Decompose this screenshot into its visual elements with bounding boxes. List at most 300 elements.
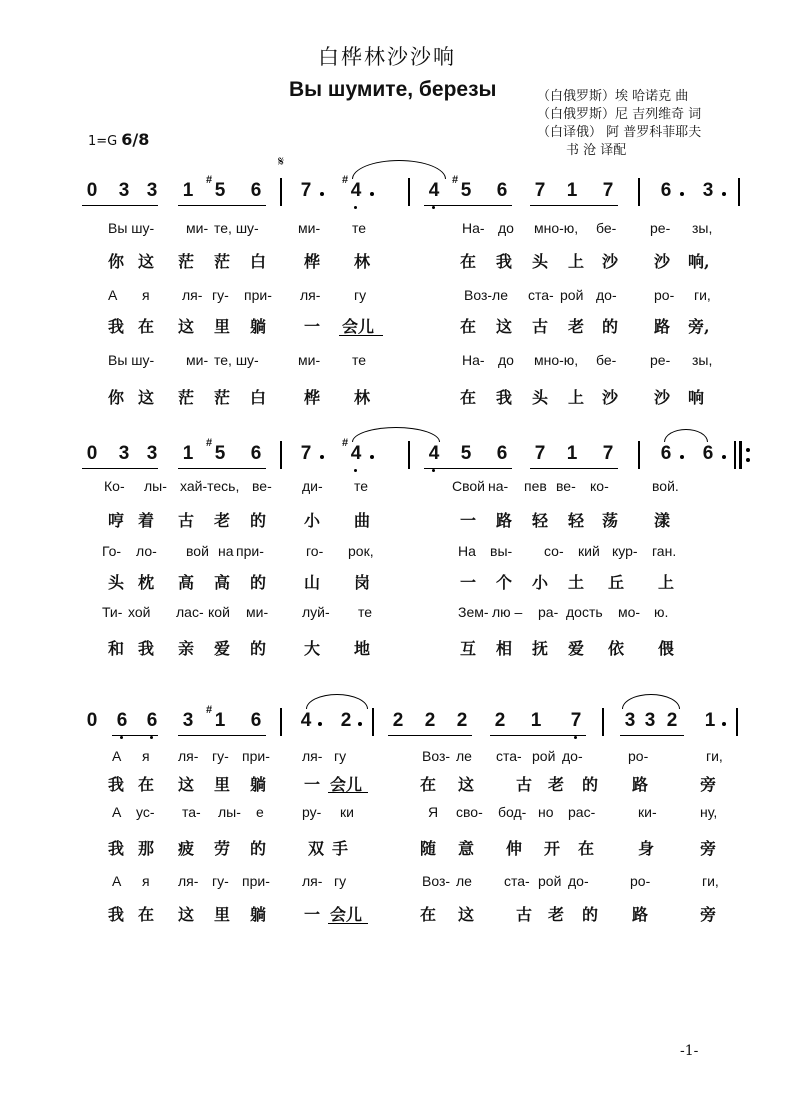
- lyric-syllable: 这: [496, 317, 513, 336]
- lyric-syllable: 随: [420, 839, 437, 858]
- lyric-syllable: ля-: [182, 287, 203, 303]
- lyric-syllable: 会儿: [330, 775, 363, 794]
- lyric-syllable: 劳: [214, 839, 231, 858]
- augmentation-dot: [680, 192, 684, 196]
- lyric-syllable: ста-: [504, 873, 530, 889]
- lyric-syllable: 桦: [304, 388, 321, 407]
- barline: [408, 441, 410, 469]
- lyric-syllable: ле: [456, 748, 472, 764]
- lyric-syllable: ми-: [298, 220, 321, 236]
- song-title-russian: Вы шумите, березы: [289, 78, 497, 101]
- lyric-syllable: 这: [138, 388, 155, 407]
- note: # 1: [206, 704, 226, 731]
- lyric-syllable: 一: [304, 905, 321, 924]
- note-digit: 5: [460, 180, 472, 201]
- lyric-syllable: 路: [632, 775, 649, 794]
- lyric-syllable: 古: [516, 905, 533, 924]
- note: 6: [250, 710, 262, 731]
- lyric-syllable: 上: [568, 252, 585, 271]
- lyric-syllable: на: [218, 543, 234, 559]
- lyric-syllable: зы,: [692, 220, 713, 236]
- tie-slur: [352, 427, 440, 442]
- beam: [82, 468, 158, 469]
- lyric-syllable: 一: [304, 317, 321, 336]
- lyric-syllable: ра-: [538, 604, 559, 620]
- lyric-syllable: 我: [138, 639, 155, 658]
- note-digit: 4: [350, 443, 362, 464]
- augmentation-dot: [358, 722, 362, 726]
- lyric-syllable: гу-: [212, 287, 229, 303]
- octave-dot: [354, 469, 357, 472]
- lyric-syllable: ро-: [630, 873, 651, 889]
- lyric-syllable: 古: [532, 317, 549, 336]
- octave-dot: [120, 736, 123, 739]
- lyric-syllable: со-: [544, 543, 564, 559]
- repeat-barline: [739, 441, 742, 469]
- lyric-syllable: при-: [244, 287, 272, 303]
- lyric-syllable: 老: [548, 775, 565, 794]
- lyric-syllable: 在: [460, 317, 477, 336]
- lyric-syllable: ста-: [496, 748, 522, 764]
- lyric-syllable: 茫: [178, 252, 195, 271]
- lyric-syllable: 这: [458, 905, 475, 924]
- note: 0: [86, 180, 98, 201]
- lyric-syllable: до-: [562, 748, 583, 764]
- lyric-syllable: 路: [654, 317, 671, 336]
- credit-chinese-translation: 书 沧 译配: [566, 143, 627, 158]
- beam: [82, 205, 158, 206]
- note: 6: [146, 710, 158, 731]
- lyric-syllable: ро-: [654, 287, 675, 303]
- lyric-syllable: бе-: [596, 352, 617, 368]
- tie-slur: [664, 429, 708, 442]
- lyric-syllable: 的: [250, 639, 267, 658]
- note: 1: [182, 180, 194, 201]
- lyric-syllable: ста-: [528, 287, 554, 303]
- note: 7: [300, 180, 312, 201]
- lyric-syllable: 茫: [214, 388, 231, 407]
- lyric-syllable: те, шу-: [214, 220, 259, 236]
- lyric-syllable: 里: [214, 905, 231, 924]
- lyric-syllable: 互: [460, 639, 477, 658]
- lyric-syllable: 我: [108, 905, 125, 924]
- note: 7: [570, 710, 582, 731]
- lyric-syllable: 上: [568, 388, 585, 407]
- lyric-syllable: 林: [354, 388, 371, 407]
- lyric-syllable: 躺: [250, 905, 267, 924]
- lyric-syllable: 会儿: [342, 317, 375, 336]
- lyric-syllable: 我: [108, 317, 125, 336]
- note: 3: [118, 443, 130, 464]
- lyric-syllable: 高: [214, 573, 231, 592]
- note: 3: [146, 180, 158, 201]
- note: 3: [702, 180, 714, 201]
- lyric-syllable: хой: [128, 604, 151, 620]
- lyric-syllable: те: [352, 220, 367, 236]
- note: 3: [146, 443, 158, 464]
- lyric-syllable: 在: [460, 252, 477, 271]
- beam: [178, 735, 266, 736]
- lyric-syllable: 我: [496, 388, 513, 407]
- lyric-syllable: кур-: [612, 543, 638, 559]
- key-signature: [88, 130, 149, 149]
- lyric-syllable: гу-: [212, 873, 229, 889]
- lyric-syllable: ро-: [628, 748, 649, 764]
- lyric-syllable: Воз-: [422, 748, 451, 764]
- lyric-syllable: дость: [566, 604, 603, 620]
- lyric-syllable: мно-ю,: [534, 352, 579, 368]
- octave-dot: [354, 206, 357, 209]
- augmentation-dot: [680, 455, 684, 459]
- lyric-syllable: 茫: [214, 252, 231, 271]
- lyric-syllable: 这: [458, 775, 475, 794]
- lyric-syllable: 路: [632, 905, 649, 924]
- lyric-syllable: На: [458, 543, 476, 559]
- lyric-syllable: 一: [460, 573, 477, 592]
- lyric-syllable: 这: [138, 252, 155, 271]
- lyric-syllable: 土: [568, 573, 585, 592]
- lyric-syllable: мно-ю,: [534, 220, 579, 236]
- lyric-syllable: Вы шу-: [108, 220, 155, 236]
- augmentation-dot: [320, 455, 324, 459]
- lyric-syllable: е: [256, 804, 264, 820]
- note: 2: [456, 710, 468, 731]
- lyric-syllable: ве-: [252, 478, 272, 494]
- lyric-syllable: А: [112, 873, 122, 889]
- lyric-syllable: ну,: [700, 804, 718, 820]
- lyric-syllable: Вы шу-: [108, 352, 155, 368]
- lyric-syllable: ми-: [186, 352, 209, 368]
- lyric-syllable: Я: [428, 804, 439, 820]
- note: 2: [340, 710, 352, 731]
- lyric-syllable: На-: [462, 220, 485, 236]
- octave-dot: [574, 736, 577, 739]
- lyric-syllable: бод-: [498, 804, 527, 820]
- note: # 5: [206, 174, 226, 201]
- song-title-chinese: 白桦林沙沙响: [318, 45, 456, 69]
- note: 1: [182, 443, 194, 464]
- lyric-syllable: 和: [108, 639, 125, 658]
- beam: [388, 735, 472, 736]
- lyric-syllable: Воз-ле: [464, 287, 509, 303]
- lyric-syllable: ги,: [694, 287, 711, 303]
- note: 7: [534, 443, 546, 464]
- lyric-syllable: 会儿: [330, 905, 363, 924]
- barline: [372, 708, 374, 736]
- lyric-syllable: 古: [516, 775, 533, 794]
- lyric-syllable: 依: [608, 639, 625, 658]
- lyric-syllable: ю.: [654, 604, 669, 620]
- lyric-syllable: ля-: [178, 873, 199, 889]
- lyric-syllable: 古: [178, 511, 195, 530]
- lyric-syllable: при-: [242, 748, 270, 764]
- lyric-syllable: 在: [578, 839, 595, 858]
- lyric-syllable: ло-: [136, 543, 157, 559]
- lyric-syllable: до-: [596, 287, 617, 303]
- lyric-syllable: 路: [496, 511, 513, 530]
- lyric-syllable: 沙: [602, 388, 619, 407]
- lyric-syllable: 岗: [354, 573, 371, 592]
- lyric-syllable: 高: [178, 573, 195, 592]
- time-signature: 6/8: [121, 130, 150, 149]
- lyric-syllable: 沙: [602, 252, 619, 271]
- lyric-syllable: пев: [524, 478, 547, 494]
- lyric-syllable: 躺: [250, 317, 267, 336]
- lyric-syllable: 爱: [568, 639, 585, 658]
- lyric-syllable: рас-: [568, 804, 596, 820]
- lyric-syllable: 轻: [532, 511, 549, 530]
- lyric-syllable: лас-: [176, 604, 204, 620]
- note: 2: [392, 710, 404, 731]
- lyric-syllable: 小: [532, 573, 549, 592]
- lyric-syllable: На-: [462, 352, 485, 368]
- beam: [424, 205, 512, 206]
- notation-row-2: [82, 437, 742, 503]
- lyric-syllable: 旁: [700, 905, 717, 924]
- beam: [112, 735, 158, 736]
- lyric-syllable: 茫: [178, 388, 195, 407]
- lyric-syllable: 双: [308, 839, 325, 858]
- lyric-syllable: лы-: [218, 804, 241, 820]
- lyric-syllable: рой: [532, 748, 556, 764]
- lyric-syllable: 沙: [654, 252, 671, 271]
- lyric-syllable: те: [358, 604, 373, 620]
- octave-dot: [432, 469, 435, 472]
- lyric-syllable: вой: [186, 543, 209, 559]
- page-number: -1-: [680, 1043, 699, 1059]
- augmentation-dot: [722, 455, 726, 459]
- note: 1: [530, 710, 542, 731]
- lyric-syllable: 荡: [602, 511, 619, 530]
- lyric-syllable: 身: [638, 839, 655, 858]
- lyric-syllable: 我: [108, 839, 125, 858]
- lyric-syllable: 我: [496, 252, 513, 271]
- lyric-syllable: 伸: [506, 839, 523, 858]
- lyric-syllable: 头: [532, 388, 549, 407]
- lyric-syllable: зы,: [692, 352, 713, 368]
- note: # 5: [206, 437, 226, 464]
- lyric-syllable: 旁: [700, 839, 717, 858]
- lyric-syllable: 那: [138, 839, 155, 858]
- lyric-syllable: рой: [560, 287, 584, 303]
- note: 6: [660, 180, 672, 201]
- lyric-syllable: го-: [306, 543, 324, 559]
- lyric-syllable: до-: [568, 873, 589, 889]
- note-digit: 5: [214, 443, 226, 464]
- lyric-syllable: 的: [250, 511, 267, 530]
- lyric-syllable: 山: [304, 573, 321, 592]
- note: 4: [300, 710, 312, 731]
- note: 6: [660, 443, 672, 464]
- lyric-syllable: 爱: [214, 639, 231, 658]
- lyric-syllable: 这: [178, 775, 195, 794]
- lyric-syllable: 响,: [688, 252, 710, 271]
- barline: [280, 708, 282, 736]
- octave-dot: [150, 736, 153, 739]
- lyric-syllable: ля-: [178, 748, 199, 764]
- lyric-syllable: 哼: [108, 511, 125, 530]
- lyric-syllable: 在: [138, 775, 155, 794]
- lyric-syllable: я: [142, 873, 150, 889]
- lyric-syllable: 在: [460, 388, 477, 407]
- lyric-syllable: лю –: [492, 604, 523, 620]
- lyric-syllable: те: [352, 352, 367, 368]
- lyric-syllable: 漾: [654, 511, 671, 530]
- lyric-syllable: 地: [354, 639, 371, 658]
- beam: [530, 205, 618, 206]
- lyric-syllable: 老: [568, 317, 585, 336]
- lyric-syllable: 响: [688, 388, 705, 407]
- note: 1: [566, 180, 578, 201]
- note: # 5: [452, 174, 472, 201]
- lyric-syllable: Ти-: [102, 604, 123, 620]
- tie-slur: [306, 694, 368, 709]
- lyric-syllable: 相: [496, 639, 513, 658]
- note: 6: [250, 443, 262, 464]
- lyric-syllable: Ко-: [104, 478, 125, 494]
- lyric-syllable: 上: [658, 573, 675, 592]
- barline: [734, 441, 736, 469]
- lyric-syllable: 在: [138, 905, 155, 924]
- note-digit: 4: [350, 180, 362, 201]
- barline: [602, 708, 604, 736]
- lyric-syllable: 白: [250, 388, 267, 407]
- augmentation-dot: [722, 192, 726, 196]
- lyric-syllable: ля-: [302, 748, 323, 764]
- lyric-syllable: 在: [138, 317, 155, 336]
- beam: [424, 468, 512, 469]
- lyric-syllable: я: [142, 748, 150, 764]
- lyric-syllable: ве-: [556, 478, 576, 494]
- lyric-syllable: ле: [456, 873, 472, 889]
- lyric-syllable: лы-: [144, 478, 167, 494]
- lyric-syllable: 白: [250, 252, 267, 271]
- lyric-syllable: кой: [208, 604, 230, 620]
- lyric-syllable: 桦: [304, 252, 321, 271]
- barline: [736, 708, 738, 736]
- lyric-syllable: 手: [332, 839, 349, 858]
- lyric-syllable: те, шу-: [214, 352, 259, 368]
- note: 2: [666, 710, 678, 731]
- lyric-syllable: 你: [108, 388, 125, 407]
- lyric-syllable: 一: [304, 775, 321, 794]
- lyric-syllable: 偎: [658, 639, 675, 658]
- lyric-syllable: 旁,: [688, 317, 710, 336]
- lyric-syllable: 你: [108, 252, 125, 271]
- note: 4: [428, 180, 440, 201]
- note: 7: [534, 180, 546, 201]
- lyric-syllable: 头: [108, 573, 125, 592]
- lyric-syllable: Воз-: [422, 873, 451, 889]
- beam: [178, 468, 266, 469]
- barline: [280, 178, 282, 206]
- augmentation-dot: [318, 722, 322, 726]
- lyric-syllable: но: [538, 804, 554, 820]
- note: 2: [494, 710, 506, 731]
- lyric-syllable: А: [112, 804, 122, 820]
- lyric-syllable: до: [498, 352, 514, 368]
- lyric-syllable: вой.: [652, 478, 679, 494]
- beam: [490, 735, 586, 736]
- lyric-syllable: 躺: [250, 775, 267, 794]
- lyric-syllable: та-: [182, 804, 201, 820]
- note: 3: [182, 710, 194, 731]
- lyric-syllable: 这: [178, 905, 195, 924]
- repeat-dot: [746, 448, 750, 452]
- lyric-syllable: 丘: [608, 573, 625, 592]
- lyric-syllable: 头: [532, 252, 549, 271]
- lyric-syllable: вы-: [490, 543, 513, 559]
- lyric-syllable: при-: [236, 543, 264, 559]
- augmentation-dot: [370, 455, 374, 459]
- octave-dot: [432, 206, 435, 209]
- barline: [638, 178, 640, 206]
- lyric-syllable: 我: [108, 775, 125, 794]
- note-digit: 1: [214, 710, 226, 731]
- lyric-underline: [339, 335, 383, 336]
- lyric-syllable: 个: [496, 573, 513, 592]
- lyric-syllable: 意: [458, 839, 475, 858]
- note: 7: [602, 443, 614, 464]
- lyric-syllable: Зем-: [458, 604, 489, 620]
- lyric-syllable: гу: [334, 873, 347, 889]
- lyric-syllable: Свой: [452, 478, 485, 494]
- lyric-syllable: 疲: [178, 839, 195, 858]
- lyric-syllable: ру-: [302, 804, 322, 820]
- credit-translation: （白译俄） 阿 普罗科菲耶夫: [537, 125, 702, 140]
- barline: [638, 441, 640, 469]
- lyric-syllable: 在: [420, 775, 437, 794]
- lyric-syllable: 老: [548, 905, 565, 924]
- note: 6: [250, 180, 262, 201]
- lyric-syllable: 一: [460, 511, 477, 530]
- lyric-syllable: 开: [544, 839, 561, 858]
- key-label: 1=G: [88, 134, 118, 149]
- lyric-syllable: ки: [340, 804, 354, 820]
- lyric-syllable: сво-: [456, 804, 483, 820]
- lyric-syllable: 曲: [354, 511, 371, 530]
- lyric-syllable: те: [354, 478, 369, 494]
- augmentation-dot: [370, 192, 374, 196]
- lyric-syllable: 老: [214, 511, 231, 530]
- lyric-syllable: на-: [488, 478, 509, 494]
- lyric-syllable: гу-: [212, 748, 229, 764]
- segno-icon: 𝄋: [278, 154, 285, 170]
- lyric-syllable: кий: [578, 543, 600, 559]
- augmentation-dot: [320, 192, 324, 196]
- notation-row-1: [82, 154, 742, 240]
- repeat-dot: [746, 458, 750, 462]
- note: 6: [702, 443, 714, 464]
- credit-lyrics: （白俄罗斯）尼 吉列维奇 词: [537, 107, 702, 122]
- lyric-syllable: 着: [138, 511, 155, 530]
- beam: [620, 735, 684, 736]
- note: 2: [424, 710, 436, 731]
- lyric-syllable: 的: [602, 317, 619, 336]
- lyric-syllable: 旁: [700, 775, 717, 794]
- lyric-syllable: ги,: [706, 748, 723, 764]
- note: 3: [624, 710, 636, 731]
- lyric-syllable: ки-: [638, 804, 657, 820]
- barline: [280, 441, 282, 469]
- lyric-syllable: 的: [582, 775, 599, 794]
- lyric-syllable: 里: [214, 317, 231, 336]
- tie-slur: [352, 160, 446, 179]
- lyric-syllable: ля-: [302, 873, 323, 889]
- lyric-syllable: ган.: [652, 543, 677, 559]
- note: 1: [704, 710, 716, 731]
- lyric-syllable: ля-: [300, 287, 321, 303]
